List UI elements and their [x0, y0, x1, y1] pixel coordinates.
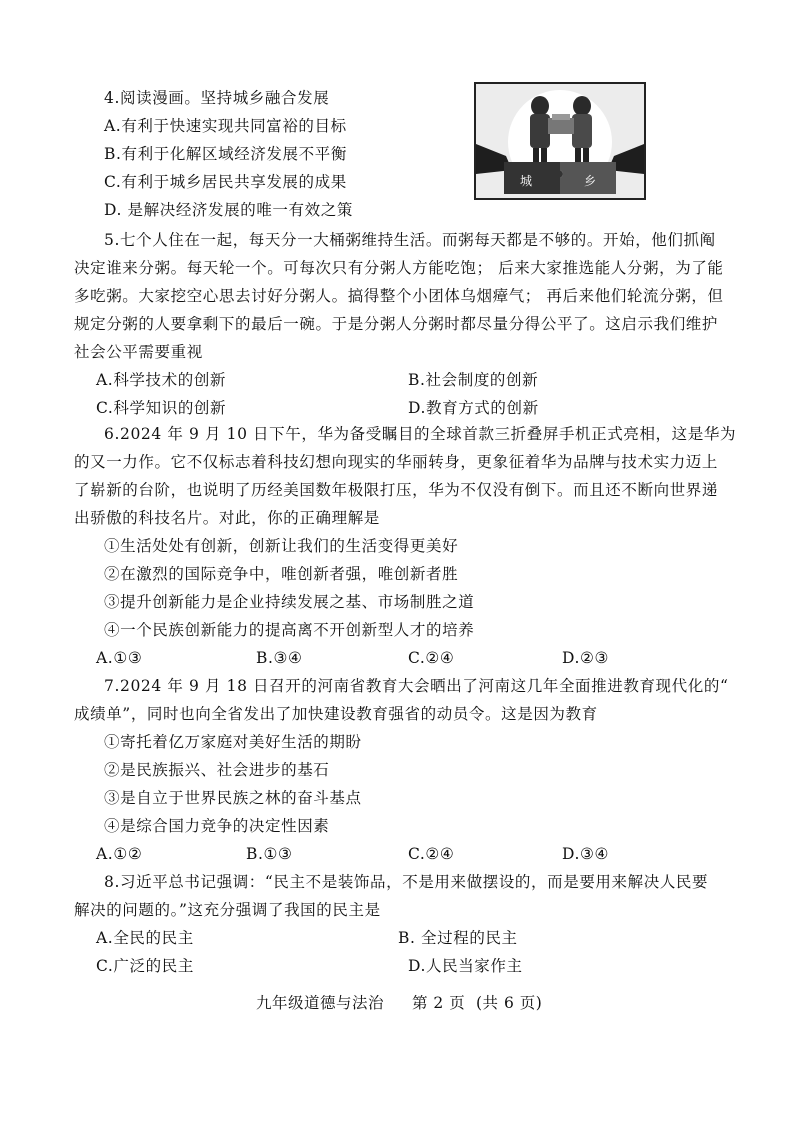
q8-option-b: B. 全过程的民主 [398, 929, 518, 947]
q7-item-3: ③是自立于世界民族之林的奋斗基点 [104, 789, 362, 807]
q7-item-1: ①寄托着亿万家庭对美好生活的期盼 [104, 733, 362, 751]
q7-option-d: D.③④ [562, 845, 609, 863]
q5-stem-line-5: 社会公平需要重视 [74, 343, 203, 361]
q4-option-b: B.有利于化解区域经济发展不平衡 [104, 145, 347, 163]
q5-stem-line-2: 决定谁来分粥。每天轮一个。可每次只有分粥人方能吃饱； 后来大家推选能人分粥，为了能 [74, 259, 724, 277]
q6-item-1: ①生活处处有创新，创新让我们的生活变得更美好 [104, 537, 459, 555]
q8-option-d: D.人民当家作主 [408, 957, 523, 975]
q6-item-3: ③提升创新能力是企业持续发展之基、市场制胜之道 [104, 593, 475, 611]
q4-cartoon [474, 82, 646, 200]
q4-stem: 4.阅读漫画。坚持城乡融合发展 [104, 89, 330, 107]
q6-stem-line-3: 了崭新的台阶，也说明了历经美国数年极限打压，华为不仅没有倒下。而且还不断向世界递 [74, 481, 719, 499]
q7-option-a: A.①② [96, 845, 143, 863]
q7-item-4: ④是综合国力竞争的决定性因素 [104, 817, 330, 835]
q8-stem-line-2: 解决的问题的。”这充分强调了我国的民主是 [74, 901, 381, 919]
q4-option-a: A.有利于快速实现共同富裕的目标 [104, 117, 347, 135]
q8-option-c: C.广泛的民主 [96, 957, 194, 975]
q5-stem-line-4: 规定分粥的人要拿剩下的最后一碗。于是分粥人分粥时都尽量分得公平了。这启示我们维护 [74, 315, 719, 333]
q6-option-d: D.②③ [562, 649, 609, 667]
q6-stem-line-4: 出骄傲的科技名片。对此，你的正确理解是 [74, 509, 380, 527]
q5-option-c: C.科学知识的创新 [96, 399, 227, 417]
q8-option-a: A.全民的民主 [96, 929, 194, 947]
cartoon-label-rural: 乡 [584, 174, 597, 188]
q6-stem-line-1: 6.2024 年 9 月 10 日下午，华为备受瞩目的全球首款三折叠屏手机正式亮相，这是华为 [104, 425, 737, 443]
q5-option-b: B.社会制度的创新 [408, 371, 539, 389]
q6-option-c: C.②④ [408, 649, 455, 667]
q5-stem-line-3: 多吃粥。大家挖空心思去讨好分粥人。搞得整个小团体乌烟瘴气； 再后来他们轮流分粥，但 [74, 287, 724, 305]
footer-total-pages: (共 6 页) [476, 994, 543, 1012]
q6-item-2: ②在激烈的国际竞争中，唯创新者强，唯创新者胜 [104, 565, 459, 583]
q6-stem-line-2: 的又一力作。它不仅标志着科技幻想向现实的华丽转身，更象征着华为品牌与技术实力迈上 [74, 453, 719, 471]
q7-stem-line-2: 成绩单”，同时也向全省发出了加快建设教育强省的动员令。这是因为教育 [74, 705, 598, 723]
footer-subject: 九年级道德与法治 [256, 994, 385, 1012]
q8-stem-line-1: 8.习近平总书记强调：“民主不是装饰品，不是用来做摆设的，而是要用来解决人民要 [104, 873, 709, 891]
q7-option-b: B.①③ [246, 845, 293, 863]
q5-stem-line-1: 5.七个人住在一起，每天分一大桶粥维持生活。而粥每天都是不够的。开始，他们抓阄 [104, 231, 716, 249]
q7-option-c: C.②④ [408, 845, 455, 863]
footer-page-number: 第 2 页 [412, 994, 466, 1012]
q7-stem-line-1: 7.2024 年 9 月 18 日召开的河南省教育大会晒出了河南这几年全面推进教育现代化的“ [104, 677, 729, 695]
q6-option-b: B.③④ [256, 649, 303, 667]
cartoon-label-city: 城 [520, 174, 533, 188]
q6-option-a: A.①③ [96, 649, 143, 667]
q4-option-d: D. 是解决经济发展的唯一有效之策 [104, 201, 353, 219]
q5-option-a: A.科学技术的创新 [96, 371, 227, 389]
q6-item-4: ④一个民族创新能力的提高离不开创新型人才的培养 [104, 621, 475, 639]
q5-option-d: D.教育方式的创新 [408, 399, 539, 417]
q7-item-2: ②是民族振兴、社会进步的基石 [104, 761, 330, 779]
q4-option-c: C.有利于城乡居民共享发展的成果 [104, 173, 347, 191]
